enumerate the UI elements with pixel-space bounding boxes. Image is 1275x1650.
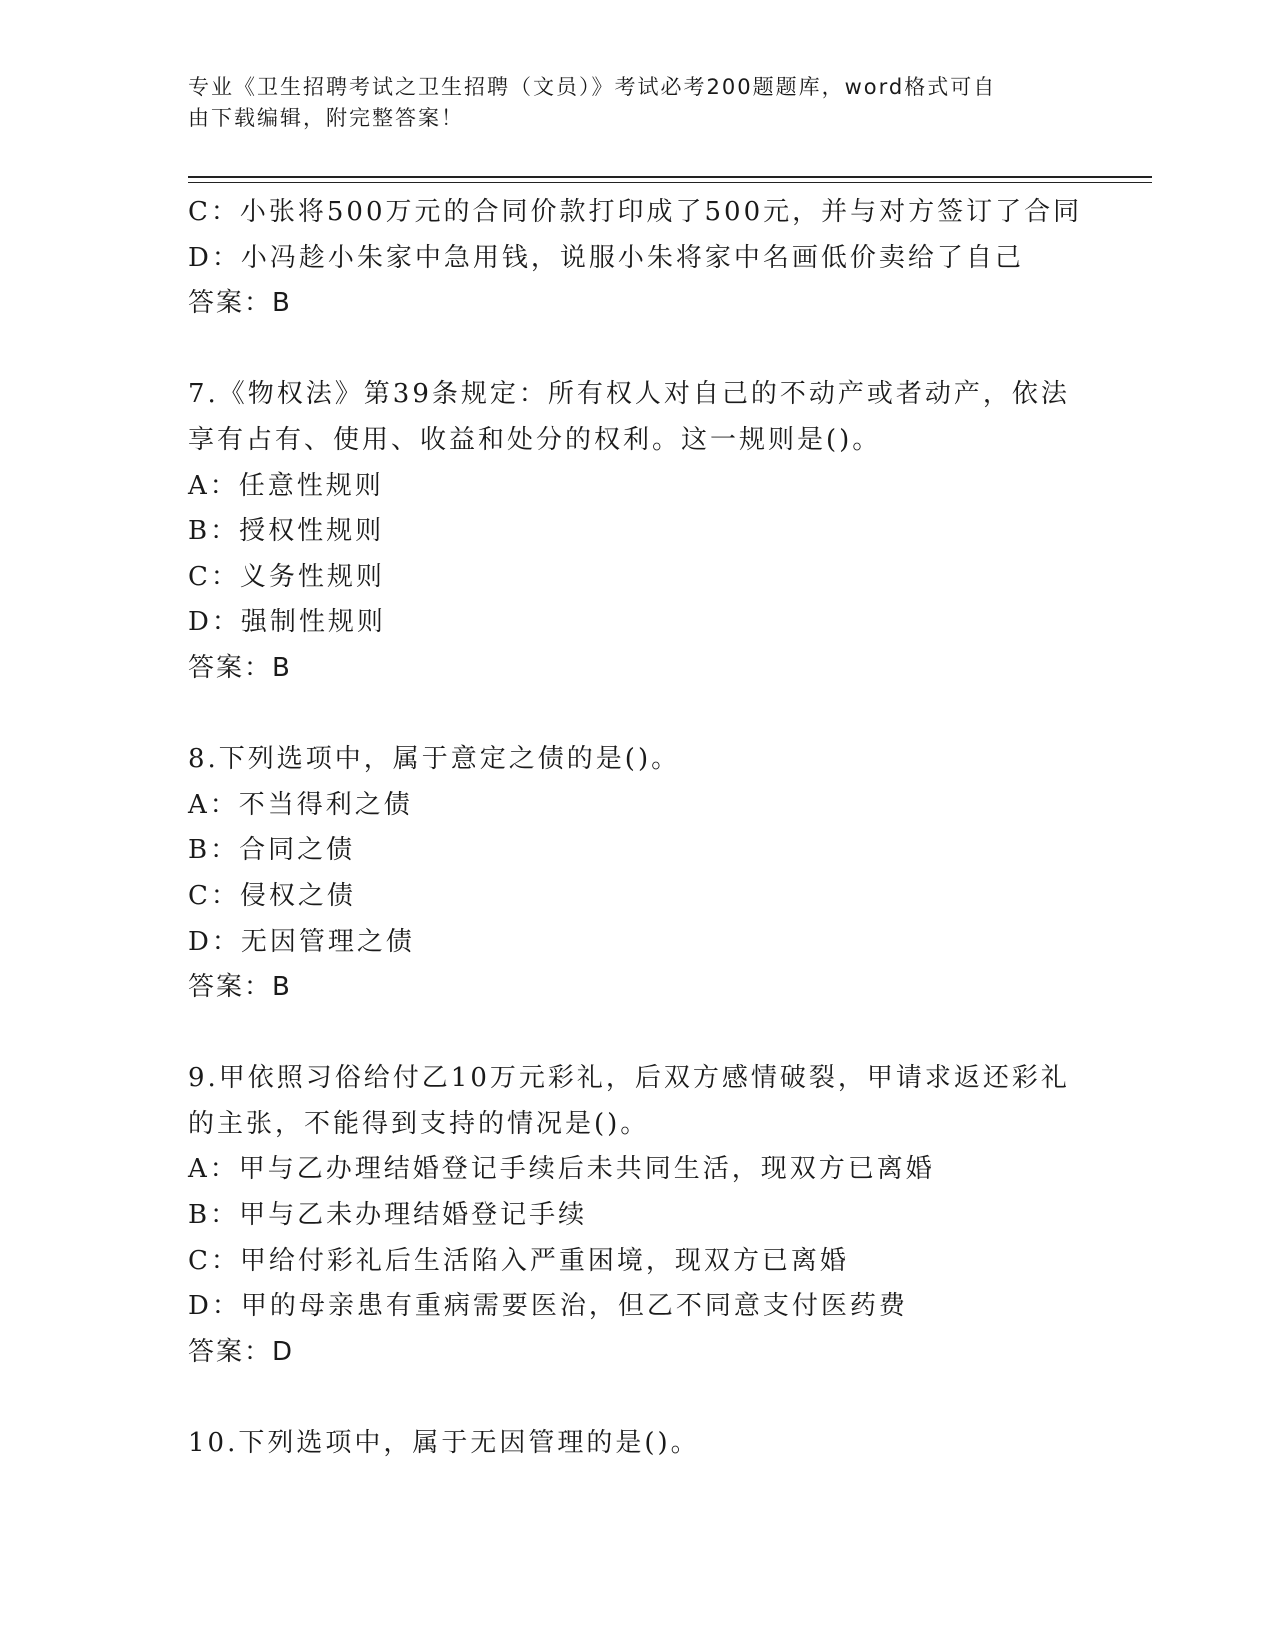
header-divider-thin: [188, 182, 1152, 183]
answer-line: 答案：D: [188, 1336, 295, 1367]
text-line: C：侵权之债: [188, 880, 356, 911]
text-line: 10.下列选项中，属于无因管理的是()。: [188, 1428, 700, 1459]
text-line: A：任意性规则: [188, 470, 384, 501]
header-divider-thick: [188, 176, 1152, 178]
paragraph-gap: [188, 1375, 1088, 1421]
text-line: A：不当得利之债: [188, 789, 413, 820]
answer-line: 答案：B: [188, 288, 292, 319]
document-header: [188, 72, 1068, 134]
paragraph-gap: [188, 1011, 1088, 1057]
text-line: D：小冯趁小朱家中急用钱，说服小朱将家中名画低价卖给了自己: [188, 242, 1024, 273]
answer-line: 答案：B: [188, 652, 292, 683]
text-line: 享有占有、使用、收益和处分的权利。这一规则是()。: [188, 424, 882, 455]
text-line: 7.《物权法》第39条规定：所有权人对自己的不动产或者动产，依法: [188, 379, 1070, 410]
text-line: 9.甲依照习俗给付乙10万元彩礼，后双方感情破裂，甲请求返还彩礼: [188, 1063, 1070, 1094]
text-line: B：授权性规则: [188, 516, 385, 547]
text-line: C：甲给付彩礼后生活陷入严重困境，现双方已离婚: [188, 1245, 849, 1276]
text-line: C：小张将500万元的合同价款打印成了500元，并与对方签订了合同: [188, 197, 1083, 227]
paragraph-gap: [188, 692, 1088, 738]
text-line: B：甲与乙未办理结婚登记手续: [188, 1200, 588, 1231]
paragraph-gap: [188, 327, 1088, 373]
question-content: [188, 190, 1088, 1467]
text-line: 的主张，不能得到支持的情况是()。: [188, 1108, 650, 1139]
text-line: 8.下列选项中，属于意定之债的是()。: [188, 744, 681, 775]
text-line: A：甲与乙办理结婚登记手续后未共同生活，现双方已离婚: [188, 1154, 935, 1185]
header-line-2: 由下载编辑，附完整答案！: [188, 106, 464, 130]
text-line: B：合同之债: [188, 835, 356, 866]
text-line: D：甲的母亲患有重病需要医治，但乙不同意支付医药费: [188, 1291, 908, 1322]
text-line: D：强制性规则: [188, 607, 386, 638]
text-line: C：义务性规则: [188, 561, 385, 592]
answer-line: 答案：B: [188, 972, 292, 1003]
text-line: D：无因管理之债: [188, 926, 415, 957]
header-line-1: 专业《卫生招聘考试之卫生招聘（文员）》考试必考200题题库，word格式可自: [188, 75, 997, 99]
